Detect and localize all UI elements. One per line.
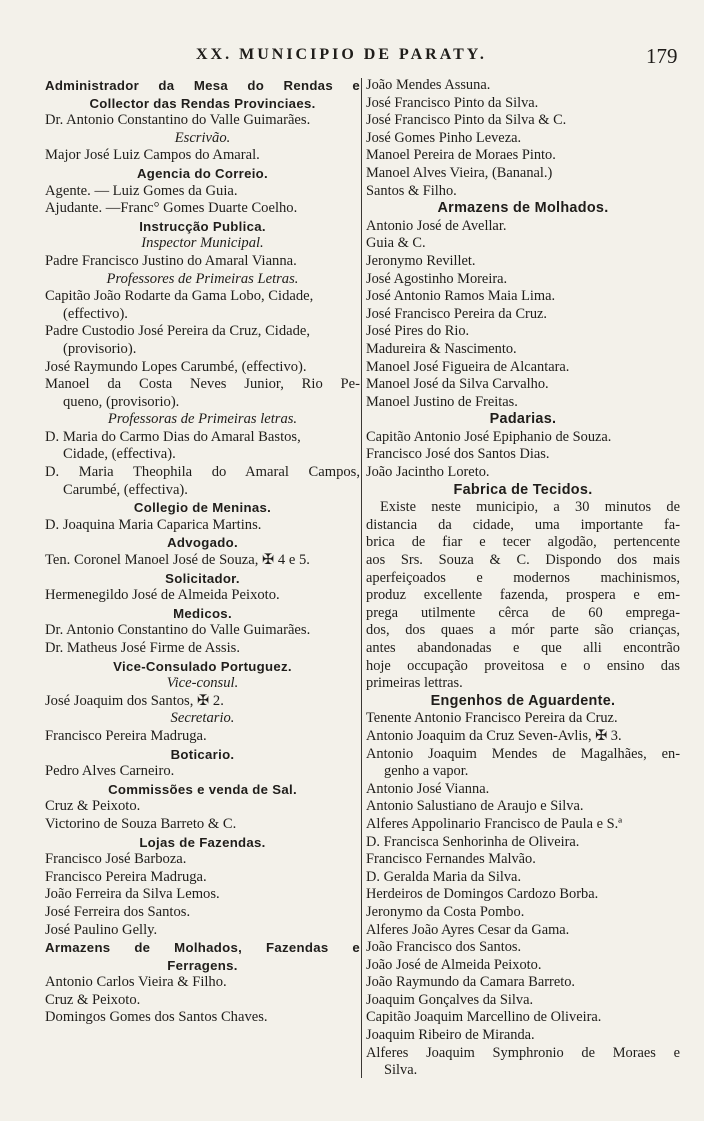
- left-section-heading: Solicitador.: [165, 570, 240, 586]
- left-entry: Capitão João Rodarte da Gama Lobo, Cidade,: [45, 288, 314, 305]
- right-entry: Alferes Appolinario Francisco de Paula e S.ª: [366, 815, 623, 832]
- left-section-heading: Advogado.: [167, 535, 238, 551]
- right-entry: Silva.: [384, 1062, 418, 1079]
- left-entry: (effectivo).: [63, 305, 128, 322]
- page-header: [0, 44, 704, 74]
- left-section-heading: Vice-Consulado Portuguez.: [113, 658, 292, 674]
- left-section-heading: Medicos.: [173, 605, 232, 621]
- left-section-heading: Administrador da Mesa do Rendas e: [45, 78, 360, 93]
- right-entry: Herdeiros de Domingos Cardozo Borba.: [366, 886, 599, 903]
- right-entry: produz excellente fazenda, prospera e em-: [366, 587, 680, 604]
- right-entry: Manoel José da Silva Carvalho.: [366, 376, 549, 393]
- right-entry: José Francisco Pinto da Silva & C.: [366, 112, 567, 129]
- right-entry: João Raymundo da Camara Barreto.: [366, 974, 576, 991]
- left-entry: Agente. — Luiz Gomes da Guia.: [45, 182, 238, 199]
- right-entry: Antonio Joaquim Mendes de Magalhães, en-: [366, 745, 680, 762]
- right-entry: distancia da cidade, uma importante fa-: [366, 516, 680, 533]
- left-entry: Victorino de Souza Barreto & C.: [45, 815, 237, 832]
- left-section-heading: Lojas de Fazendas.: [139, 834, 266, 850]
- left-entry: Dr. Antonio Constantino do Valle Guimarães.: [45, 112, 311, 129]
- right-entry: Jeronymo Revillet.: [366, 252, 476, 269]
- right-section-heading: Engenhos de Aguardente.: [430, 692, 616, 709]
- right-entry: antes abandonadas e que alli encontrão: [366, 640, 680, 656]
- left-entry: Dr. Antonio Constantino do Valle Guimarães.: [45, 622, 311, 639]
- left-office-title: Escrivão.: [174, 129, 231, 146]
- left-entry: Manoel da Costa Neves Junior, Rio Pe-: [45, 376, 360, 393]
- left-entry: Padre Francisco Justino do Amaral Vianna.: [45, 252, 297, 269]
- left-entry: Cruz & Peixoto.: [45, 991, 141, 1008]
- left-column: [45, 77, 360, 1027]
- right-entry: José Pires do Rio.: [366, 323, 470, 340]
- left-entry: Ajudante. —Franc° Gomes Duarte Coelho.: [45, 200, 298, 217]
- right-entry: Existe neste municipio, a 30 minutos de: [380, 499, 680, 516]
- right-entry: Francisco Fernandes Malvão.: [366, 851, 536, 868]
- right-entry: Manoel Justino de Freitas.: [366, 393, 518, 410]
- left-entry: Carumbé, (effectiva).: [63, 481, 188, 498]
- column-divider: [361, 78, 362, 1078]
- left-section-heading: Instrucção Publica.: [139, 218, 266, 234]
- right-entry: primeiras lettras.: [366, 675, 463, 692]
- left-entry: João Ferreira da Silva Lemos.: [45, 886, 220, 903]
- right-entry: Tenente Antonio Francisco Pereira da Cruz.: [366, 710, 618, 727]
- left-entry: Padre Custodio José Pereira da Cruz, Cidade,: [45, 323, 311, 340]
- left-entry: Major José Luiz Campos do Amaral.: [45, 147, 260, 164]
- left-entry: Cruz & Peixoto.: [45, 798, 141, 815]
- left-entry: Antonio Carlos Vieira & Filho.: [45, 974, 227, 991]
- left-office-title: Professoras de Primeiras letras.: [107, 411, 298, 428]
- right-entry: Capitão Antonio José Epiphanio de Souza.: [366, 428, 612, 445]
- left-entry: queno, (provisorio).: [63, 393, 180, 410]
- right-entry: aos Srs. Souza & C. Dispondo dos mais: [366, 552, 680, 569]
- right-entry: Antonio Salustiano de Araujo e Silva.: [366, 798, 584, 815]
- right-entry: D. Geralda Maria da Silva.: [366, 868, 522, 885]
- right-entry: Antonio Joaquim da Cruz Seven-Avlis, ✠ 3.: [366, 727, 622, 744]
- left-office-title: Secretario.: [170, 710, 235, 727]
- left-section-heading: Agencia do Correio.: [136, 165, 268, 181]
- left-office-title: Professores de Primeiras Letras.: [106, 270, 299, 287]
- left-section-heading: Collegio de Meninas.: [133, 500, 272, 516]
- right-entry: João Jacintho Loreto.: [366, 464, 490, 481]
- left-entry: José Raymundo Lopes Carumbé, (effectivo).: [45, 358, 307, 375]
- right-entry: José Francisco Pereira da Cruz.: [366, 305, 548, 322]
- right-entry: Madureira & Nascimento.: [366, 340, 517, 357]
- right-entry: José Gomes Pinho Leveza.: [366, 129, 522, 146]
- left-entry: Cidade, (effectiva).: [63, 446, 176, 463]
- right-entry: brica de fiar e tecer algodão, pertencente: [366, 534, 680, 551]
- right-entry: Joaquim Gonçalves da Silva.: [366, 991, 534, 1008]
- right-entry: José Francisco Pinto da Silva.: [366, 94, 539, 111]
- right-entry: Capitão Joaquim Marcellino de Oliveira.: [366, 1009, 602, 1026]
- right-entry: genho a vapor.: [384, 763, 469, 780]
- right-entry: João Francisco dos Santos.: [366, 939, 522, 956]
- right-entry: João Mendes Assuna.: [366, 77, 491, 93]
- right-section-heading: Padarias.: [489, 411, 557, 428]
- right-entry: Guia & C.: [366, 235, 426, 252]
- left-entry: D. Maria Theophila do Amaral Campos,: [45, 464, 360, 481]
- left-entry: Francisco Pereira Madruga.: [45, 868, 207, 885]
- page-number: 179: [646, 44, 678, 68]
- left-section-heading: Boticario.: [170, 746, 235, 762]
- right-entry: Santos & Filho.: [366, 182, 457, 199]
- right-entry: Antonio José de Avellar.: [366, 217, 507, 234]
- right-entry: dos, dos quaes a mór parte são crianças,: [366, 622, 680, 639]
- left-section-heading: Collector das Rendas Provinciaes.: [89, 95, 316, 111]
- right-entry: Joaquim Ribeiro de Miranda.: [366, 1027, 535, 1044]
- right-entry: Manoel Alves Vieira, (Bananal.): [366, 164, 553, 181]
- right-entry: D. Francisca Senhorinha de Oliveira.: [366, 833, 580, 850]
- left-entry: (provisorio).: [63, 340, 137, 357]
- right-entry: prega utilmente cêrca de 60 emprega-: [366, 604, 680, 621]
- right-entry: Antonio José Vianna.: [366, 780, 490, 797]
- right-entry: hoje occupação proveitosa e o ensino das: [366, 657, 680, 674]
- left-section-heading: Ferragens.: [167, 957, 238, 973]
- right-entry: aperfeiçoados e modernos machinismos,: [366, 569, 680, 586]
- left-section-heading: Armazens de Molhados, Fazendas e: [45, 940, 360, 956]
- left-entry: Hermenegildo José de Almeida Peixoto.: [45, 587, 280, 604]
- left-entry: Dr. Matheus José Firme de Assis.: [45, 640, 240, 656]
- left-section-heading: Commissões e venda de Sal.: [108, 781, 297, 797]
- right-entry: José Agostinho Moreira.: [366, 270, 508, 287]
- left-entry: D. Maria do Carmo Dias do Amaral Bastos,: [45, 428, 301, 445]
- left-entry: Ten. Coronel Manoel José de Souza, ✠ 4 e 5.: [45, 552, 310, 569]
- left-entry: José Joaquim dos Santos, ✠ 2.: [45, 692, 224, 709]
- right-entry: João José de Almeida Peixoto.: [366, 956, 542, 973]
- left-entry: José Paulino Gelly.: [45, 921, 158, 938]
- right-entry: Alferes Joaquim Symphronio de Moraes e: [366, 1044, 680, 1061]
- right-section-heading: Armazens de Molhados.: [437, 200, 609, 217]
- right-entry: Alferes João Ayres Cesar da Gama.: [366, 921, 570, 938]
- right-entry: Manoel Pereira de Moraes Pinto.: [366, 147, 556, 164]
- left-entry: Domingos Gomes dos Santos Chaves.: [45, 1009, 268, 1026]
- left-entry: D. Joaquina Maria Caparica Martins.: [45, 516, 262, 533]
- right-section-heading: Fabrica de Tecidos.: [453, 481, 593, 498]
- left-entry: Francisco José Barboza.: [45, 851, 187, 868]
- right-column: [366, 77, 680, 1080]
- right-entry: Manoel José Figueira de Alcantara.: [366, 358, 570, 375]
- left-entry: Pedro Alves Carneiro.: [45, 763, 175, 780]
- left-office-title: Vice-consul.: [166, 675, 239, 692]
- left-entry: José Ferreira dos Santos.: [45, 903, 191, 920]
- left-entry: Francisco Pereira Madruga.: [45, 727, 207, 744]
- right-entry: Jeronymo da Costa Pombo.: [366, 903, 525, 920]
- running-title: XX. MUNICIPIO DE PARATY.: [196, 46, 487, 63]
- right-entry: José Antonio Ramos Maia Lima.: [366, 288, 556, 305]
- right-entry: Francisco José dos Santos Dias.: [366, 446, 550, 463]
- left-office-title: Inspector Municipal.: [141, 235, 264, 252]
